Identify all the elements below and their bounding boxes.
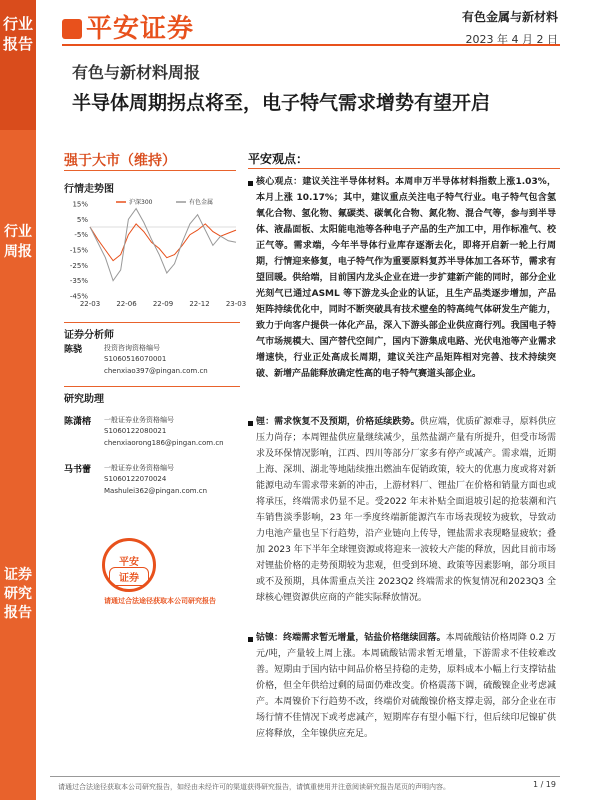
viewpoint-heading: 平安观点： <box>248 152 309 166</box>
analyst-cert: S1060516070001 <box>104 355 167 363</box>
company-logo <box>62 8 194 45</box>
legend-label: 有色金属 <box>189 199 214 206</box>
assistant-entry <box>64 414 244 454</box>
footer-divider <box>50 776 560 777</box>
chart-svg <box>64 196 247 312</box>
sidebar-text: 研究 <box>4 586 32 602</box>
sidebar-label-industry-report <box>0 14 36 54</box>
analyst-email[interactable]: chenxiao397@pingan.com.cn <box>104 367 208 375</box>
report-date: 2023 年 4 月 2 日 <box>465 33 558 46</box>
y-tick-label: 5% <box>76 215 88 224</box>
page-number: 1 / 19 <box>532 780 556 789</box>
assistant-name: 马书蕾 <box>64 465 92 475</box>
assistants-label: 研究助理 <box>64 394 104 405</box>
paragraph-lead: 锂：需求恢复不及预期，价格延续跌势。 <box>256 417 420 427</box>
assistant-cert: S1060122070024 <box>104 475 167 483</box>
rating-label: 强于大市（维持） <box>64 153 176 169</box>
bullet-icon <box>248 181 253 186</box>
assistant-cert: S1060122080021 <box>104 427 167 435</box>
y-tick-label: -5% <box>74 231 88 240</box>
left-sidebar <box>0 0 36 800</box>
x-tick-label: 22-06 <box>116 300 137 308</box>
sidebar-text: 证券 <box>4 567 32 583</box>
report-title: 半导体周期拐点将至，电子特气需求增势有望开启 <box>72 92 491 114</box>
logo-text: 平安证券 <box>86 14 195 44</box>
paragraph-lead: 钴镍：终端需求暂无增量，钴盐价格继续回落。 <box>256 633 446 643</box>
x-tick-label: 22-09 <box>152 300 174 308</box>
legend-label: 沪深300 <box>129 199 153 206</box>
series-line <box>90 224 236 261</box>
analysts-divider <box>64 322 240 323</box>
sidebar-text: 周报 <box>4 244 32 260</box>
paragraph-core-view <box>256 174 556 382</box>
x-tick-label: 23-03 <box>225 300 247 308</box>
sidebar-text: 报告 <box>2 35 33 53</box>
stamp-top-text: 平安 <box>119 557 139 568</box>
stamp-bottom-text: 证券 <box>109 567 149 586</box>
logo-mark-icon <box>62 19 82 39</box>
bullet-icon <box>248 421 253 426</box>
series-line <box>90 209 236 281</box>
sidebar-text: 行业 <box>2 15 33 33</box>
y-tick-label: -15% <box>69 246 88 255</box>
paragraph-body: 供应端，优质矿源难寻，原料供应压力尚存；本周锂盐供应量继续减少，虽然盐湖产量有所提升，但受市场需求及环保情况影响，江西、四川等部分厂家多有停产或减产。需求端，近期上海、深圳、湖北等地陆续推出燃油车促销政策，较大的优惠力度或将对新能源电动车需求带来新的冲击，上游材料厂、锂盐厂在价格和销量方面也或将承压，终端需求仍显不足。受2022 年末补贴全面退坡引起的抢装潮和汽车销售淡季影响，23 年一季度终端新能源汽车市场表现较为疲软，导致动力电池产量也呈下行趋势，沿产业链向上传导，锂盐需求表现略显疲软；叠加 2023 年下半年全球锂资源或将迎来一波较大产能的释放，因此目前市场对锂盐价格的走势预期较为悲观，但受到环境、政策等因素影响，部分项目或不及预期，具体需重点关注 2023Q2 终端需求的恢复情况和2023Q3 全球核心锂资源供应商的产能实际释放情况。 <box>256 417 556 603</box>
analysts-label: 证券分析师 <box>64 330 114 341</box>
y-tick-label: -35% <box>69 277 88 286</box>
report-category: 有色金属与新材料 <box>461 10 558 24</box>
pingan-stamp-icon <box>102 538 156 592</box>
assistant-cert-label: 一般证券业务资格编号 <box>104 464 174 472</box>
paragraph-body: 本周硫酸钴价格周降 0.2 万元/吨，产量较上周上涨。本周硫酸钴需求暂无增量，下游需求不佳较难改善。短期由于国内钴中间品价格呈持稳的走势，原料成本小幅上行支撑钴盐价格，但全年供给过剩的局面仍难改变。价格震荡下调，硫酸镍企业考虑减产。本周镍价下行趋势不改，终端价对硫酸镍价格支撑走弱，部分企业在市场行情不佳情况下或考虑减产，短期库存有望小幅下行，但后续印尼镍矿供应将释放，全年镍供应充足。 <box>256 633 556 739</box>
assistants-divider <box>64 386 240 387</box>
assistant-email[interactable]: Mashulei362@pingan.com.cn <box>104 487 208 495</box>
assistant-cert-label: 一般证券业务资格编号 <box>104 416 174 424</box>
bullet-icon <box>248 637 253 642</box>
paragraph-lithium <box>256 414 556 606</box>
analyst-cert-label: 投资咨询资格编号 <box>104 344 160 352</box>
header-divider <box>62 44 560 46</box>
x-tick-label: 22-03 <box>79 300 101 308</box>
header-meta <box>462 8 558 47</box>
assistant-entry <box>64 462 244 502</box>
report-subtitle: 有色与新材料周报 <box>72 63 201 82</box>
paragraph-cobalt-nickel <box>256 630 556 742</box>
y-tick-label: -25% <box>69 261 88 270</box>
sidebar-label-weekly <box>0 222 36 262</box>
assistant-email[interactable]: chenxiaorong186@pingan.com.cn <box>104 439 224 447</box>
y-tick-label: 15% <box>72 200 88 209</box>
assistant-name: 陈潇榕 <box>64 417 92 427</box>
sidebar-label-research <box>0 566 36 623</box>
analyst-name: 陈骁 <box>64 345 83 355</box>
footer-disclaimer: 请通过合法途径获取本公司研究报告，如经由未经许可的渠道获得研究报告，请慎重使用并注意阅读研究报告尾页的声明内容。 <box>58 783 450 791</box>
sidebar-text: 报告 <box>4 605 32 621</box>
stamp-caption: 请通过合法途径获取本公司研究报告 <box>104 597 216 605</box>
analyst-entry <box>64 342 244 382</box>
market-trend-chart <box>64 196 247 312</box>
rating-divider <box>64 170 236 171</box>
chart-section-label: 行情走势图 <box>64 184 114 195</box>
paragraph-lead: 核心观点：建议关注半导体材料。本周申万半导体材料指数上涨1.03%，本月上涨 10.17%；其中，建议重点关注电子特气行业。电子特气包含氢氧化合物、氢化物、氟碳类、碳氧化合物、氮化物、混合气等，参与到半导体、液晶面板、太阳能电池等各种电子产品的生产加工中，用作标准气、校正气等。需求端，今年半导体行业库存逐渐去化，即将开启新一轮上行周期，行情迎来修复，电子特气作为重要原料复苏半导体加工各环节，需求有望回暖。供给端，目前国内龙头企业在进一步扩建新产能的同时，部分企业光刻气已通过ASML 等下游龙头企业的认证，且生产品类逐步增加，产品矩阵持续优化中，同时不断突破具有技术壁垒的特高纯气体研发生产能力，致力于向客户提供一体化产品，深入下游头部企业供应商行列。我国电子特气市场规模大、国产替代空间广，国内下游集成电路、光伏电池等产业需求增速快，行业正处高成长周期，建议关注产品矩阵相对完善、技术持续突破、新增产品能释放确定性高的电子特气赛道头部企业。 <box>256 177 556 379</box>
viewpoint-divider <box>248 168 560 169</box>
sidebar-text: 行业 <box>4 224 32 240</box>
x-tick-label: 22-12 <box>189 300 210 308</box>
y-tick-label: -45% <box>69 292 88 301</box>
